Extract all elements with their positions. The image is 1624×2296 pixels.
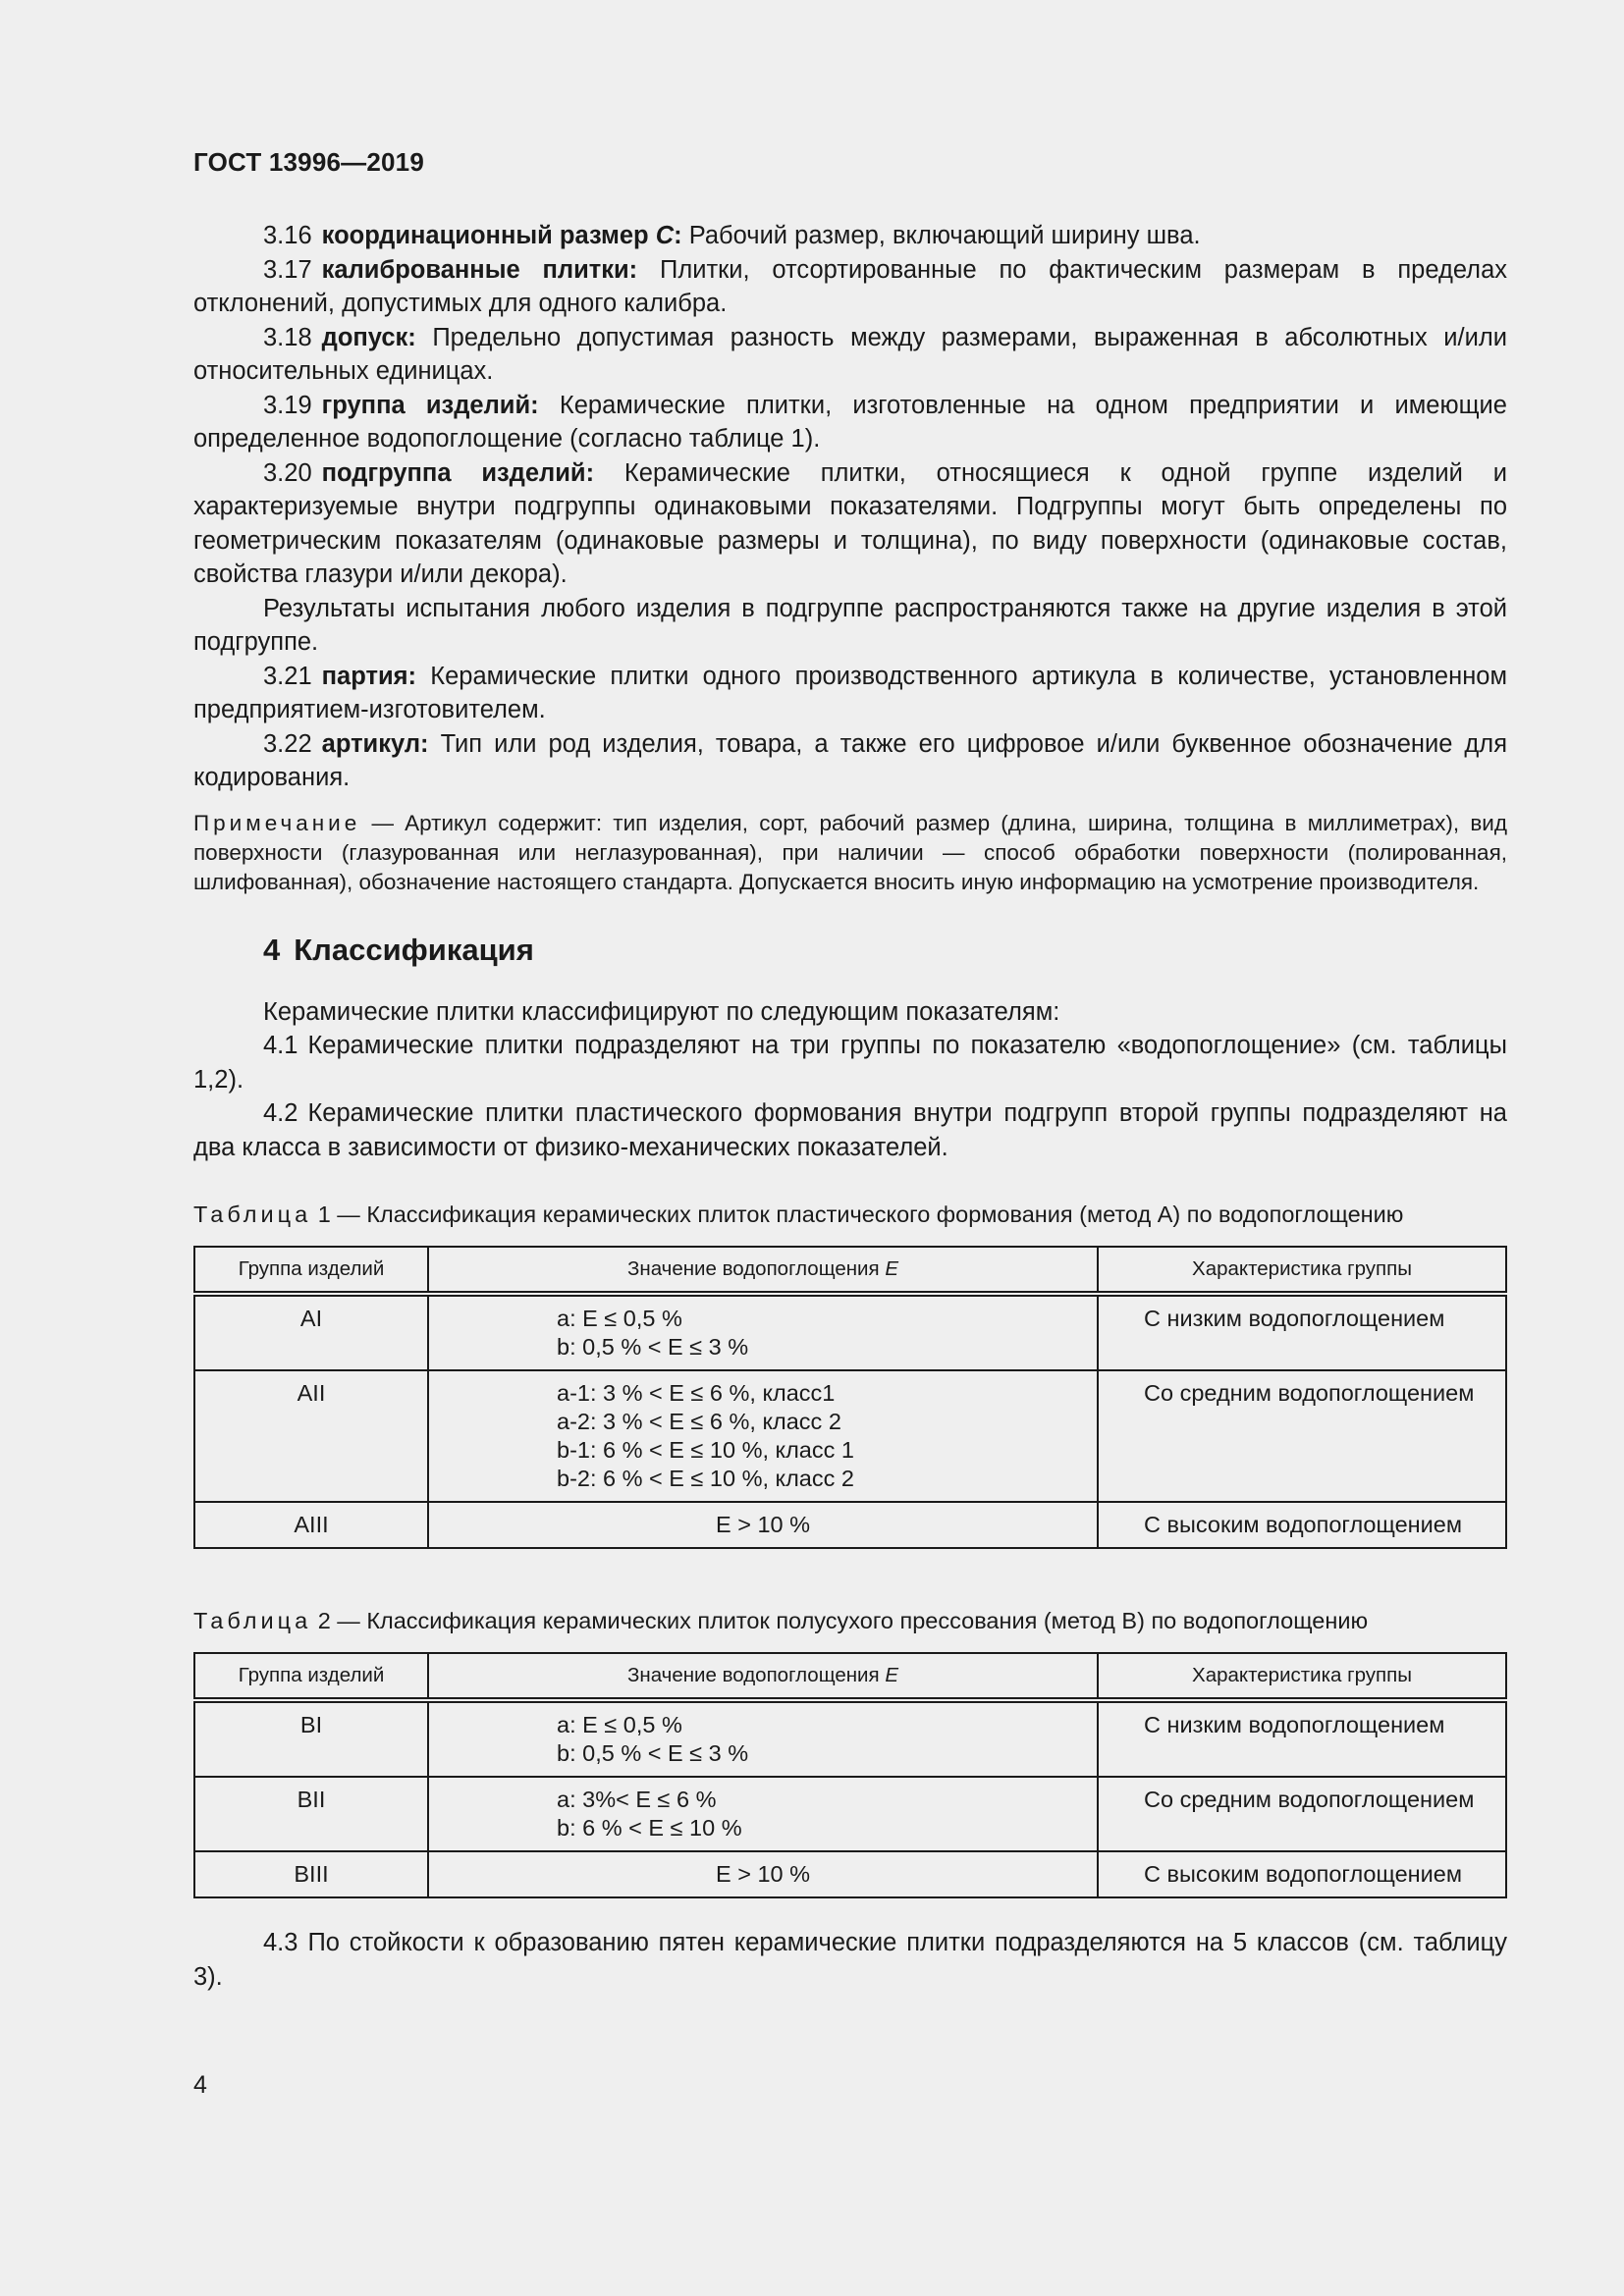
clause-number: 3.16	[263, 222, 312, 249]
definition-text: Тип или род изделия, товара, а также его цифровое и/или буквенное обозначение для кодирования.	[193, 729, 1507, 791]
note-label: Примечание	[193, 810, 361, 835]
term: артикул:	[321, 729, 429, 758]
table-2	[193, 1652, 1507, 1898]
cell-group: BI	[194, 1700, 428, 1777]
column-header-characteristic: Характеристика группы	[1098, 1653, 1506, 1700]
definition-3-18	[193, 321, 1507, 389]
clause-number: 3.18	[263, 323, 312, 351]
definition-3-20	[193, 456, 1507, 592]
definition-text: Рабочий размер, включающий ширину шва.	[681, 222, 1201, 249]
clause-text: По стойкости к образованию пятен керамические плитки подразделяются на 5 классов (см. таблицу 3).	[193, 1929, 1507, 1991]
term-colon: :	[674, 222, 682, 249]
header-text: Значение водопоглощения	[627, 1257, 886, 1280]
table-1-caption	[193, 1201, 1507, 1228]
value-line: E > 10 %	[715, 1512, 811, 1537]
term-symbol: С	[655, 222, 675, 249]
term: координационный размер	[321, 222, 656, 249]
table-row	[194, 1502, 1506, 1548]
term: подгруппа изделий:	[321, 458, 595, 487]
cell-values	[428, 1851, 1098, 1897]
cell-values	[428, 1294, 1098, 1370]
definition-text: Керамические плитки, изготовленные на одном предприятии и имеющие определенное водопоглощение (согласно таблице 1).	[193, 391, 1507, 453]
column-header-characteristic: Характеристика группы	[1098, 1247, 1506, 1294]
section-heading	[263, 933, 1507, 968]
cell-group: BIII	[194, 1851, 428, 1897]
value-line: b: 0,5 % < E ≤ 3 %	[557, 1334, 749, 1360]
cell-values	[428, 1777, 1098, 1851]
value-line: b: 0,5 % < E ≤ 3 %	[557, 1740, 749, 1766]
clause-text: Керамические плитки пластического формования внутри подгрупп второй группы подразделяют на два класса в зависимости от физико-механических показателей.	[193, 1099, 1507, 1161]
term: группа изделий:	[321, 391, 539, 419]
column-header-group: Группа изделий	[194, 1247, 428, 1294]
clause-4-2	[193, 1096, 1507, 1164]
table-header-row	[194, 1653, 1506, 1700]
value-line: a: E ≤ 0,5 %	[557, 1712, 682, 1737]
clause-number: 3.20	[263, 458, 312, 487]
column-header-group: Группа изделий	[194, 1653, 428, 1700]
value-line: b-2: 6 % < E ≤ 10 %, класс 2	[557, 1466, 854, 1491]
term: допуск:	[321, 323, 416, 351]
cell-characteristic: Со средним водопоглощением	[1098, 1370, 1506, 1502]
section-title: Классификация	[294, 932, 534, 967]
definition-text: Плитки, отсортированные по фактическим размерам в пределах отклонений, допустимых для одного калибра.	[193, 255, 1507, 317]
table-row	[194, 1851, 1506, 1897]
term: калиброванные плитки:	[321, 255, 638, 284]
value-line: a-1: 3 % < E ≤ 6 %, класс1	[557, 1380, 836, 1406]
cell-group: BII	[194, 1777, 428, 1851]
table-row	[194, 1700, 1506, 1777]
cell-characteristic: С низким водопоглощением	[1098, 1700, 1506, 1777]
table-label: Таблица	[193, 1608, 312, 1633]
cell-group: AIII	[194, 1502, 428, 1548]
definition-3-22	[193, 727, 1507, 795]
note-text: — Артикул содержит: тип изделия, сорт, рабочий размер (длина, ширина, толщина в миллиметрах), вид поверхности (глазурованная или неглазурованная), при наличии — способ обработки поверхности (полированная, шлифованная), обозначение настоящего стандарта. Допускается вносить иную информацию на усмотрение производителя.	[193, 810, 1507, 894]
table-row	[194, 1294, 1506, 1370]
clause-4-1	[193, 1029, 1507, 1096]
page-number: 4	[193, 2071, 207, 2099]
definition-text: Керамические плитки одного производственного артикула в количестве, установленном предприятием-изготовителем.	[193, 662, 1507, 723]
table-label: Таблица	[193, 1201, 312, 1227]
table-row	[194, 1370, 1506, 1502]
table-2-caption	[193, 1608, 1507, 1634]
cell-values	[428, 1700, 1098, 1777]
value-line: b-1: 6 % < E ≤ 10 %, класс 1	[557, 1437, 854, 1463]
clause-text: Керамические плитки подразделяют на три группы по показателю «водопоглощение» (см. таблицы 1,2).	[193, 1032, 1507, 1094]
note-paragraph	[193, 809, 1507, 897]
cell-characteristic: С высоким водопоглощением	[1098, 1851, 1506, 1897]
document-header: ГОСТ 13996—2019	[193, 147, 424, 177]
cell-group: AII	[194, 1370, 428, 1502]
table-caption-text: 1 — Классификация керамических плиток пластического формования (метод А) по водопоглощению	[317, 1201, 1404, 1227]
header-symbol: E	[885, 1664, 898, 1686]
clause-number: 3.19	[263, 391, 312, 419]
definition-3-21	[193, 660, 1507, 727]
clause-number: 4.2	[263, 1099, 298, 1127]
value-line: a: 3%< E ≤ 6 %	[557, 1787, 717, 1812]
column-header-value	[428, 1653, 1098, 1700]
clause-number: 4.1	[263, 1032, 298, 1059]
clause-number: 4.3	[263, 1929, 298, 1956]
definition-text: Керамические плитки, относящиеся к одной группе изделий и характеризуемые внутри подгруппы одинаковыми показателями. Подгруппы могут быть определены по геометрическим показателям (одинаковые размеры и толщина), по виду поверхности (одинаковые состав, свойства глазури и/или декора).	[193, 458, 1507, 588]
table-caption-text: 2 — Классификация керамических плиток полусухого прессования (метод В) по водопоглощению	[317, 1608, 1369, 1633]
cell-characteristic: С низким водопоглощением	[1098, 1294, 1506, 1370]
column-header-value	[428, 1247, 1098, 1294]
value-line: b: 6 % < E ≤ 10 %	[557, 1815, 742, 1841]
table-1	[193, 1246, 1507, 1549]
cell-characteristic: Со средним водопоглощением	[1098, 1777, 1506, 1851]
clause-number: 3.17	[263, 255, 312, 284]
clause-number: 3.21	[263, 662, 312, 690]
value-line: a: E ≤ 0,5 %	[557, 1306, 682, 1331]
header-symbol: E	[885, 1257, 898, 1280]
cell-values	[428, 1370, 1098, 1502]
clause-number: 3.22	[263, 729, 312, 758]
term: партия:	[321, 662, 417, 690]
section-number: 4	[263, 932, 281, 967]
definition-3-20-continuation: Результаты испытания любого изделия в подгруппе распространяются также на другие изделия в этой подгруппе.	[193, 594, 1507, 656]
value-line: a-2: 3 % < E ≤ 6 %, класс 2	[557, 1409, 841, 1434]
cell-group: AI	[194, 1294, 428, 1370]
table-row	[194, 1777, 1506, 1851]
definition-text: Предельно допустимая разность между размерами, выраженная в абсолютных и/или относительных единицах.	[193, 323, 1507, 385]
section-intro: Керамические плитки классифицируют по следующим показателям:	[263, 997, 1060, 1026]
cell-characteristic: С высоким водопоглощением	[1098, 1502, 1506, 1548]
header-text: Значение водопоглощения	[627, 1664, 886, 1686]
definition-3-19	[193, 389, 1507, 456]
value-line: E > 10 %	[715, 1861, 811, 1887]
definition-3-16	[193, 219, 1507, 253]
table-header-row	[194, 1247, 1506, 1294]
cell-values	[428, 1502, 1098, 1548]
document-page	[193, 147, 1507, 1994]
clause-4-3	[193, 1926, 1507, 1994]
definition-3-17	[193, 253, 1507, 321]
